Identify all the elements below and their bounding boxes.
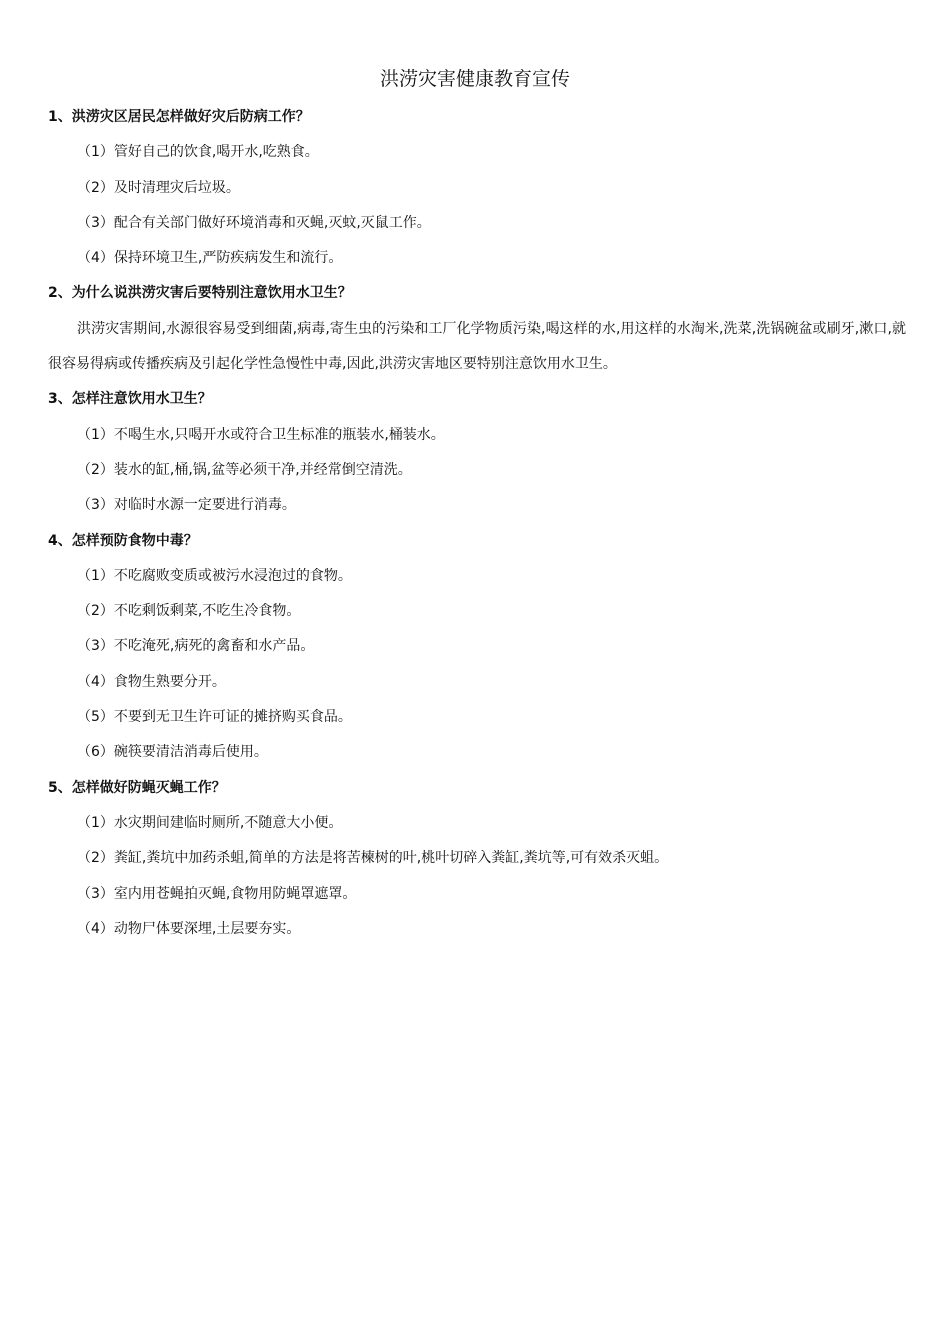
- list-item: （3）室内用苍蝇拍灭蝇,食物用防蝇罩遮罩。: [77, 885, 357, 902]
- section-2: [48, 276, 906, 382]
- document-title: 洪涝灾害健康教育宣传: [379, 68, 570, 90]
- section-4: [48, 524, 906, 771]
- list-item: （3）配合有关部门做好环境消毒和灭蝇,灭蚊,灭鼠工作。: [77, 214, 431, 231]
- section-heading: 2、为什么说洪涝灾害后要特别注意饮用水卫生？: [48, 285, 352, 302]
- section-paragraph: 洪涝灾害期间,水源很容易受到细菌,病毒,寄生虫的污染和工厂化学物质污染,喝这样的水,用这样的水淘米,洗菜,洗锅碗盆或刷牙,漱口,就很容易得病或传播疾病及引起化学性急慢性中毒,因此,洪涝灾害地区要特别注意饮用水卫生。: [48, 320, 906, 373]
- list-item: （4）食物生熟要分开。: [77, 673, 226, 690]
- list-item: （1）不吃腐败变质或被污水浸泡过的食物。: [77, 567, 352, 584]
- section-heading: 4、怎样预防食物中毒？: [48, 532, 198, 549]
- list-item: （2）装水的缸,桶,锅,盆等必须干净,并经常倒空清洗。: [77, 461, 412, 478]
- section-1: [48, 100, 906, 276]
- list-item: （1）管好自己的饮食,喝开水,吃熟食。: [77, 144, 319, 161]
- list-item: （2）及时清理灾后垃圾。: [77, 179, 240, 196]
- list-item: （4）动物尸体要深埋,土层要夯实。: [77, 920, 301, 937]
- list-item: （2）不吃剩饭剩菜,不吃生冷食物。: [77, 603, 301, 620]
- list-item: （3）对临时水源一定要进行消毒。: [77, 497, 296, 514]
- section-heading: 1、洪涝灾区居民怎样做好灾后防病工作？: [48, 109, 310, 125]
- section-3: [48, 382, 906, 523]
- section-5: [48, 771, 906, 947]
- list-item: （6）碗筷要清洁消毒后使用。: [77, 744, 268, 761]
- list-item: （5）不要到无卫生许可证的摊挤购买食品。: [77, 709, 352, 726]
- list-item: （1）不喝生水,只喝开水或符合卫生标准的瓶装水,桶装水。: [77, 426, 445, 443]
- section-heading: 5、怎样做好防蝇灭蝇工作？: [48, 779, 226, 796]
- list-item: （1）水灾期间建临时厕所,不随意大小便。: [77, 814, 343, 831]
- section-heading: 3、怎样注意饮用水卫生？: [48, 391, 212, 408]
- list-item: （2）粪缸,粪坑中加药杀蛆,简单的方法是将苦楝树的叶,桃叶切碎入粪缸,粪坑等,可有效杀灭蛆。: [77, 850, 669, 867]
- document-body: [48, 100, 906, 947]
- list-item: （4）保持环境卫生,严防疾病发生和流行。: [77, 250, 343, 267]
- list-item: （3）不吃淹死,病死的禽畜和水产品。: [77, 638, 315, 655]
